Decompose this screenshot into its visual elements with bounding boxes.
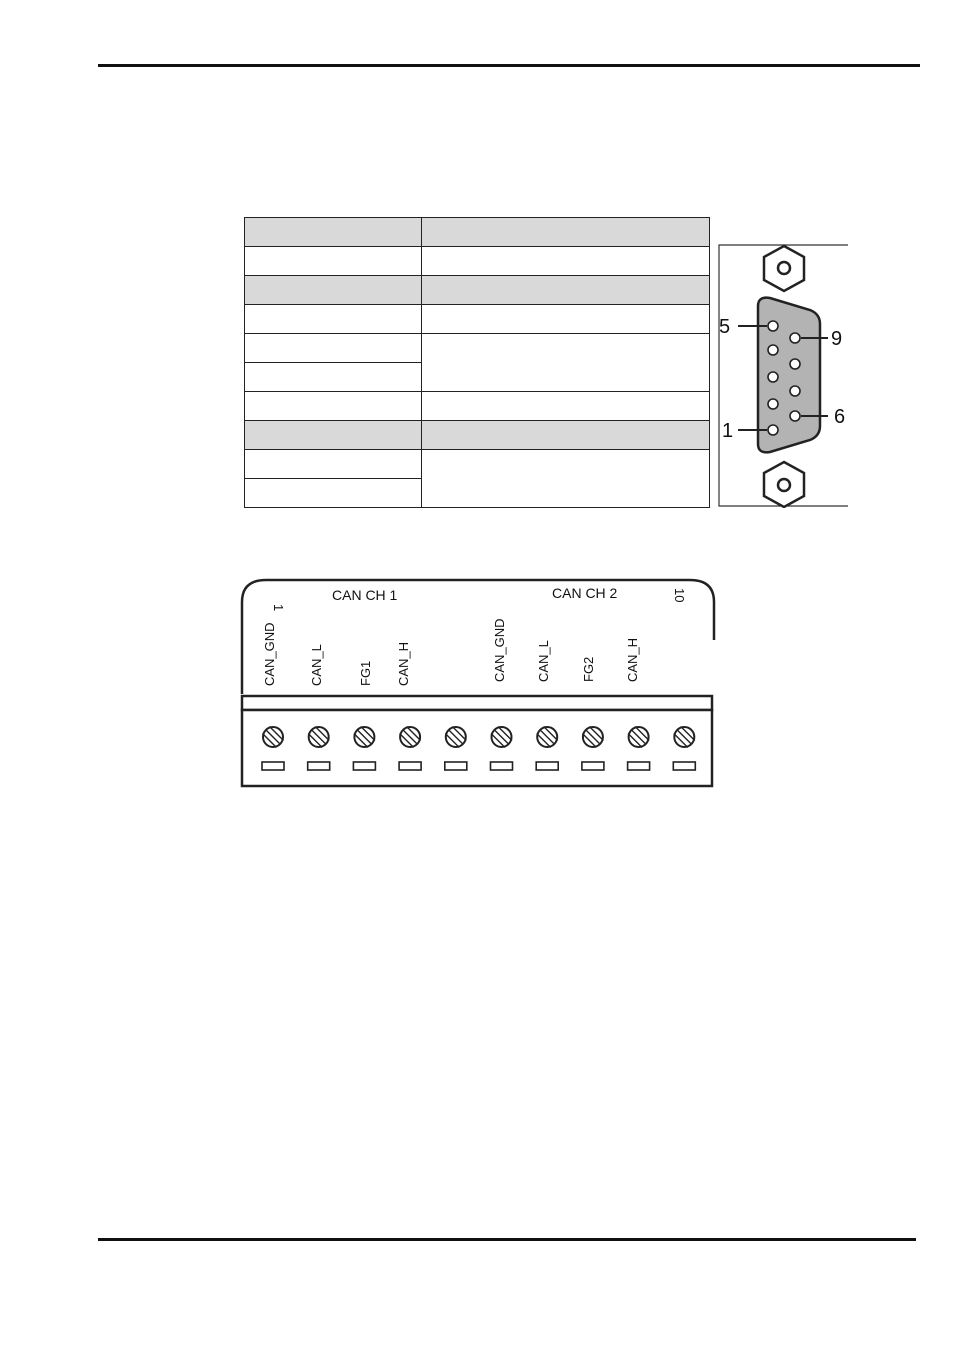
- pin-assignment-table: [244, 217, 710, 508]
- pin-9: [790, 333, 800, 343]
- signal-label: CAN_GND: [262, 622, 277, 686]
- signal-label: CAN_L: [536, 640, 551, 682]
- pin-first-label: 1: [271, 604, 286, 612]
- signal-label: FG1: [358, 660, 373, 686]
- wire-slot: [353, 762, 375, 770]
- pin-label-1: 1: [722, 420, 734, 442]
- pin-7: [790, 386, 800, 396]
- header-rule: [98, 64, 920, 67]
- hex-nut-icon: [764, 246, 804, 291]
- table-row: [245, 392, 710, 421]
- terminal-block-diagram: [238, 576, 718, 790]
- pin-3: [768, 372, 778, 382]
- signal-label: CAN_H: [396, 641, 411, 686]
- pin-2: [768, 399, 778, 409]
- table-row: [245, 334, 710, 363]
- wire-slot: [536, 762, 558, 770]
- wire-slot: [308, 762, 330, 770]
- signal-label: CAN_H: [625, 637, 640, 682]
- pin-6: [790, 411, 800, 421]
- header-strip: [242, 696, 712, 710]
- table-row: [245, 276, 710, 305]
- table-row: [245, 450, 710, 479]
- signal-label: CAN_GND: [492, 618, 507, 682]
- hex-nut-icon: [764, 462, 804, 507]
- pin-label-5: 5: [719, 316, 731, 338]
- wire-slot: [673, 762, 695, 770]
- pin-label-9: 9: [831, 328, 843, 350]
- table-row: [245, 247, 710, 276]
- pin-label-6: 6: [834, 406, 846, 428]
- wire-slot: [399, 762, 421, 770]
- table-row: [245, 305, 710, 334]
- db9-connector-diagram: [718, 244, 850, 508]
- pin-8: [790, 359, 800, 369]
- signal-label: FG2: [581, 656, 596, 682]
- wire-slot: [445, 762, 467, 770]
- wire-slot: [491, 762, 513, 770]
- signal-label: CAN_L: [309, 644, 324, 686]
- pin-5: [768, 321, 778, 331]
- pin-1: [768, 425, 778, 435]
- wire-slot: [262, 762, 284, 770]
- table-row: [245, 421, 710, 450]
- wire-slot: [628, 762, 650, 770]
- pin-last-label: 10: [672, 588, 687, 603]
- pin-4: [768, 345, 778, 355]
- footer-rule: [98, 1238, 916, 1241]
- table-row: [245, 218, 710, 247]
- terminal-body: [242, 710, 712, 786]
- channel-2-label: CAN CH 2: [552, 585, 618, 601]
- channel-1-label: CAN CH 1: [332, 587, 398, 603]
- wire-slot: [582, 762, 604, 770]
